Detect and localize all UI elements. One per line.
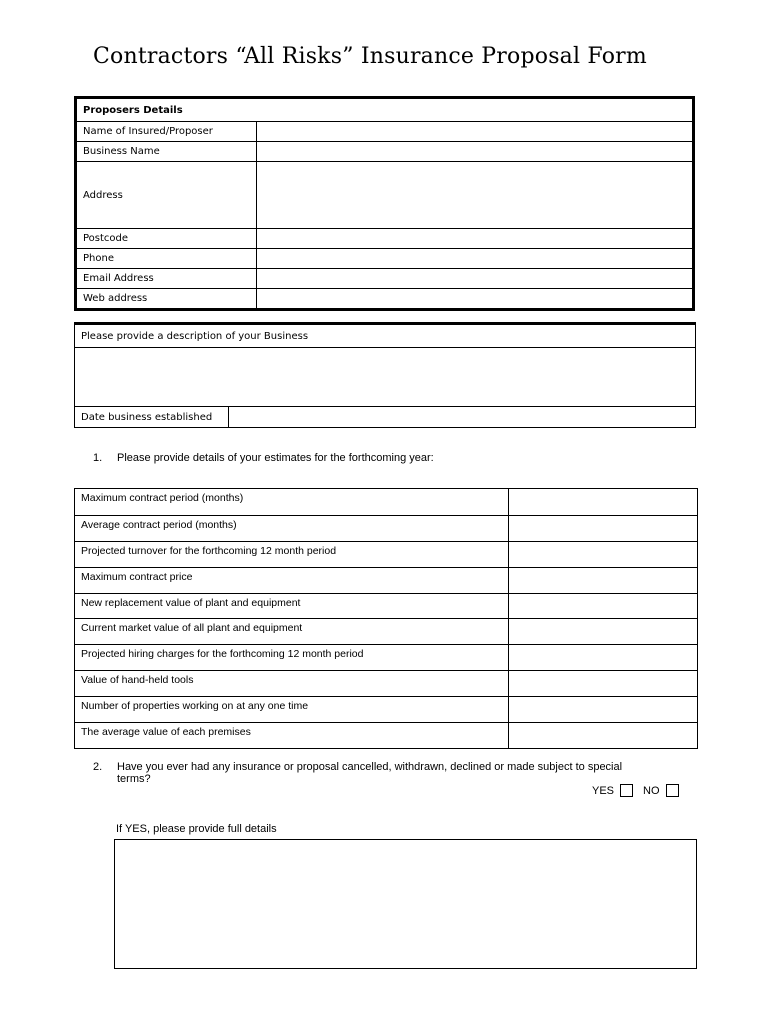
row-label: Projected turnover for the forthcoming 12 month period (75, 542, 509, 567)
number-of-properties-input[interactable] (509, 697, 697, 722)
current-market-value-input[interactable] (509, 619, 697, 644)
table-row (75, 567, 697, 593)
table-row (77, 228, 692, 248)
table-row (75, 489, 697, 515)
table-row (77, 121, 692, 141)
no-checkbox[interactable] (666, 784, 679, 797)
name-of-insured-input[interactable] (257, 122, 692, 141)
max-contract-period-input[interactable] (509, 489, 697, 515)
table-row (75, 406, 695, 427)
row-label: New replacement value of plant and equipment (75, 594, 509, 619)
field-label: Phone (77, 249, 257, 268)
field-label: Business Name (77, 142, 257, 161)
date-established-label: Date business established (75, 407, 229, 427)
row-label: The average value of each premises (75, 723, 509, 748)
row-label: Value of hand-held tools (75, 671, 509, 696)
avg-premises-value-input[interactable] (509, 723, 697, 748)
table-row (75, 541, 697, 567)
page-title: Contractors “All Risks” Insurance Proposal Form (93, 44, 647, 69)
row-label: Maximum contract price (75, 568, 509, 593)
field-label: Web address (77, 289, 257, 308)
web-address-input[interactable] (257, 289, 692, 308)
projected-hiring-charges-input[interactable] (509, 645, 697, 670)
row-label: Number of properties working on at any one time (75, 697, 509, 722)
field-label: Name of Insured/Proposer (77, 122, 257, 141)
field-label: Postcode (77, 229, 257, 248)
business-description-table (74, 322, 696, 428)
proposers-heading-row (77, 99, 692, 121)
yes-checkbox[interactable] (620, 784, 633, 797)
table-row (77, 161, 692, 228)
table-row (77, 248, 692, 268)
row-label: Current market value of all plant and equipment (75, 619, 509, 644)
table-row (75, 593, 697, 619)
projected-turnover-input[interactable] (509, 542, 697, 567)
table-row (75, 515, 697, 541)
date-established-input[interactable] (229, 407, 695, 427)
field-label: Email Address (77, 269, 257, 288)
yes-no-choice (592, 784, 679, 797)
question-number: 2. (93, 761, 103, 773)
proposers-details-table (74, 96, 695, 311)
hand-held-tools-value-input[interactable] (509, 671, 697, 696)
table-row (75, 722, 697, 748)
table-row (75, 670, 697, 696)
estimates-table (74, 488, 698, 749)
postcode-input[interactable] (257, 229, 692, 248)
table-row (75, 618, 697, 644)
avg-contract-period-input[interactable] (509, 516, 697, 541)
table-row (77, 268, 692, 288)
question-number: 1. (93, 452, 103, 464)
table-row (75, 325, 695, 347)
no-label: NO (643, 784, 660, 797)
question-text-line1: Have you ever had any insurance or proposal cancelled, withdrawn, declined or made subject to special (117, 761, 623, 773)
description-label: Please provide a description of your Business (81, 330, 309, 342)
table-row (75, 696, 697, 722)
details-label: If YES, please provide full details (116, 823, 277, 835)
full-details-textarea[interactable] (114, 839, 697, 969)
row-label: Projected hiring charges for the forthcoming 12 month period (75, 645, 509, 670)
row-label: Maximum contract period (months) (75, 489, 509, 515)
address-input[interactable] (257, 162, 692, 228)
table-row (75, 644, 697, 670)
business-name-input[interactable] (257, 142, 692, 161)
max-contract-price-input[interactable] (509, 568, 697, 593)
field-label: Address (77, 162, 257, 228)
new-replacement-value-input[interactable] (509, 594, 697, 619)
email-address-input[interactable] (257, 269, 692, 288)
question-text-line2: terms? (117, 773, 151, 785)
proposers-heading: Proposers Details (83, 104, 183, 116)
row-label: Average contract period (months) (75, 516, 509, 541)
table-row (77, 288, 692, 308)
yes-label: YES (592, 784, 615, 797)
table-row (77, 141, 692, 161)
table-row (75, 347, 695, 406)
phone-input[interactable] (257, 249, 692, 268)
question-text: Please provide details of your estimates for the forthcoming year: (117, 452, 434, 464)
business-description-input[interactable] (75, 348, 695, 406)
